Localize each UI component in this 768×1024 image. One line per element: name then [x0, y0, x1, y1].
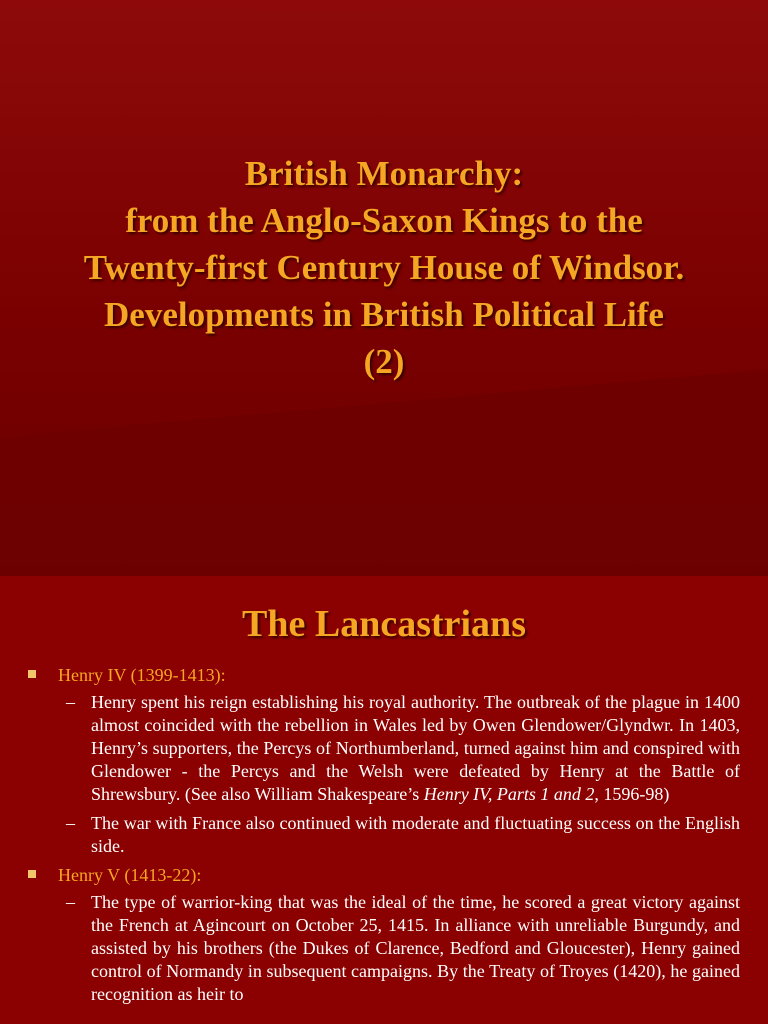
- dash-icon: –: [66, 692, 75, 712]
- sub-point-text: The war with France also continued with moderate and fluctuating success on the English side.: [91, 813, 740, 856]
- square-bullet-icon: [28, 870, 36, 878]
- title-line: (2): [363, 342, 405, 381]
- sub-point-text: [91, 691, 740, 806]
- title-line: from the Anglo-Saxon Kings to the: [125, 201, 643, 240]
- sub-point: [66, 891, 740, 1006]
- work-title: Henry IV, Parts 1 and 2: [423, 784, 595, 804]
- square-bullet-icon: [28, 670, 36, 678]
- slide-heading: The Lancastrians: [242, 603, 526, 645]
- dash-icon: –: [66, 813, 75, 833]
- sub-point: [66, 691, 740, 806]
- dash-icon: –: [66, 892, 75, 912]
- sub-point-text: The type of warrior-king that was the ideal of the time, he scored a great victory against the French at Agincourt on October 25, 1415. In alliance with unreliable Burgundy, and assisted by his brothers (the Dukes of Clarence, Bedford and Gloucester), Henry gained control of Normandy in subsequent campaigns. By the Treaty of Troyes (1420), he gained recognition as heir to: [91, 892, 740, 1004]
- title-line: Developments in British Political Life: [104, 295, 664, 334]
- bullet-henry-iv: [28, 664, 740, 687]
- title-line: British Monarchy:: [244, 154, 524, 193]
- bullet-label: Henry IV (1399-1413):: [58, 665, 226, 685]
- bullet-label: Henry V (1413-22):: [58, 865, 202, 885]
- decorative-swoosh: [0, 362, 768, 576]
- sub-point: [66, 812, 740, 858]
- slide-title: [0, 150, 768, 385]
- reference-tail: , 1596-98): [594, 784, 670, 804]
- sub-point-body: Henry spent his reign establishing his royal authority. The outbreak of the plague in 1400 almost coincided with the rebellion in Wales led by Owen Glendower/Glyndwr. In 1403, Henry’s supporters, the Percys of Northumberland, turned against him and conspired with Glendower - the Percys and the Welsh were defeated by Henry at the Battle of Shrewsbury. (See also William Shakespeare’s: [91, 692, 740, 804]
- title-line: Twenty-first Century House of Windsor.: [83, 248, 685, 287]
- slide-content: [28, 664, 740, 1012]
- bullet-henry-v: [28, 864, 740, 887]
- lancastrians-slide: [0, 576, 768, 1024]
